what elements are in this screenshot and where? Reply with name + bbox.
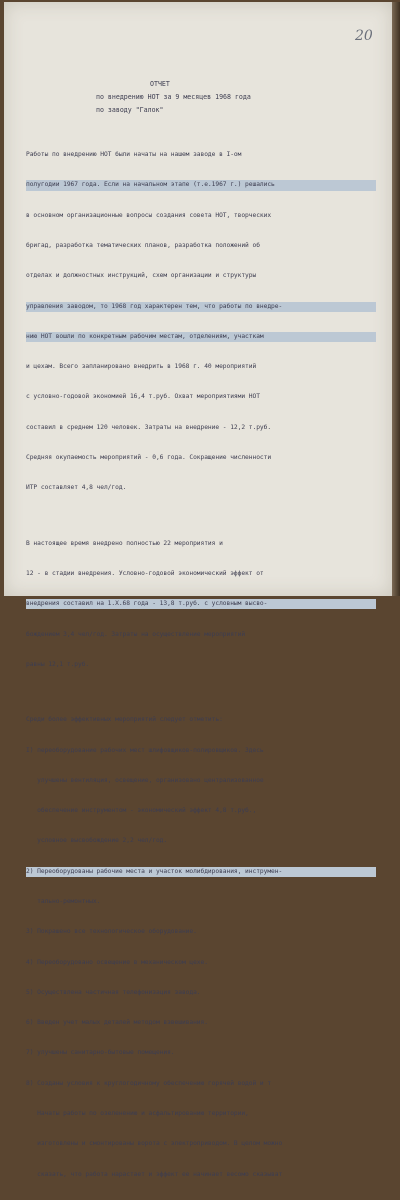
text-line: полугодии 1967 года. Если на начальном этапе (т.е.1967 г.) решались <box>26 180 376 190</box>
text-line: в основном организационные вопросы создания совета НОТ, творческих <box>26 211 272 219</box>
list-item: 7) улучшены санитарно-бытовые помещения. <box>26 1049 175 1057</box>
text-line: управления заводом, то 1968 год характерен тем, что работы по внедре- <box>26 302 376 312</box>
report-body <box>26 130 376 1200</box>
text-line: бригад, разработка тематических планов, разработка положений об <box>26 242 260 250</box>
report-header <box>96 78 346 117</box>
list-item: условное высвобождение 2,2 чел/год. <box>26 837 168 845</box>
list-item: Начаты работы по озеленению и асфальтированию территории, <box>26 1110 249 1117</box>
list-item: обеспечение инструментом - экономический эффект 4,8 т.руб., <box>26 807 257 815</box>
report-title: ОТЧЕТ <box>150 80 170 88</box>
document-sheet <box>4 2 392 1178</box>
list-item: I) переоборудование рабочих мест шлифовщиков-полировщиков. Здесь <box>26 746 264 754</box>
text-line: Средняя окупаемость мероприятий - 0,6 года. Сокращение численности <box>26 454 272 461</box>
text-line: внедрения составил на 1.X.68 года - 13,8 т.руб. с условным высво- <box>26 599 376 609</box>
page-number: 20 <box>355 28 373 44</box>
text-line: отделах и должностных инструкций, схем организации и структуры <box>26 272 257 280</box>
report-subtitle-line2: по заводу "Галок" <box>96 106 164 114</box>
text-line: с условно-годовой экономией 16,4 т.руб. Охват мероприятиями НОТ <box>26 393 260 401</box>
list-item: сказать, что работа нарастает и эффект ее начинает весомо сказыват <box>26 1170 283 1178</box>
report-subtitle-line1: по внедрению НОТ за 9 месяцев 1968 года <box>96 93 251 101</box>
text-line: В настоящее время внедрено полностью 22 мероприятия и <box>26 539 223 547</box>
list-item: 2) Переоборудованы рабочие места и участок молибдирования, инструмен- <box>26 867 376 877</box>
text-line: составил в среднем 120 человек. Затраты на внедрение - 12,2 т.руб. <box>26 423 272 431</box>
list-item: улучшены вентиляция, освещение, организовано централизованное <box>26 776 264 784</box>
text-line: ИТР составляет 4,8 чел/год. <box>26 484 127 492</box>
text-line: 12 - в стадии внедрения. Условно-годовой экономический эффект от <box>26 570 264 578</box>
list-item: изготовлены и смонтированы ворота с электроприводом. В целом можно <box>26 1140 283 1148</box>
list-item: тально-ремонтных. <box>26 898 101 906</box>
list-item: 4) Переоборудовано освещение в механическом цехе. <box>26 958 208 966</box>
text-line: нию НОТ вошли по конкретным рабочим местам, отделениям, участкам <box>26 332 376 342</box>
list-item: 3) Покрашено все технологическое оборудование. <box>26 928 197 936</box>
text-line: и цехам. Всего запланировано внедрить в 1968 г. 40 мероприятий <box>26 363 257 371</box>
text-line: равны 12,1 т.руб. <box>26 660 90 668</box>
text-line: бождением 3,4 чел/год. Затраты на осуществление мероприятий <box>26 630 246 638</box>
page-edge-shadow <box>392 2 400 596</box>
text-line: Работы по внедрению НОТ были начаты на нашем заводе в I-ом <box>26 151 242 159</box>
list-item: 6) Введен учет малых деталей методом взвешивания. <box>26 1019 208 1027</box>
list-item: 5) Осуществлена частичная телефонизация завода. <box>26 988 201 996</box>
text-line: Среди более эффективных мероприятий следует отметить: <box>26 716 223 724</box>
list-item: 8) Созданы условия к круглогодичному обеспечению горячей водой и т <box>26 1079 272 1087</box>
